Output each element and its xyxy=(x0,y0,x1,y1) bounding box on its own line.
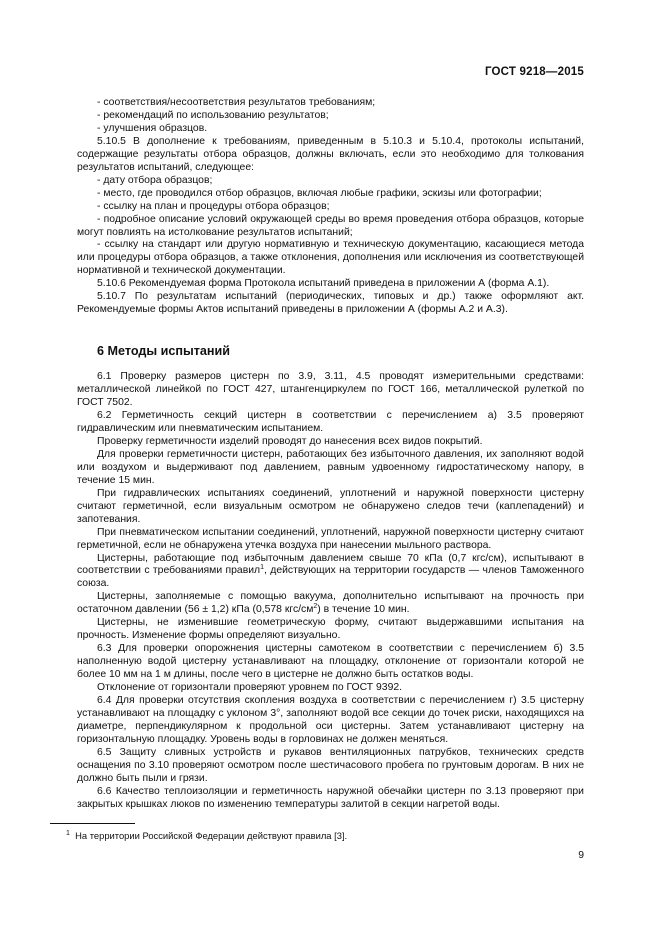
superscript: 2 xyxy=(313,603,318,611)
paragraph-pressure xyxy=(77,553,584,592)
paragraph-6-5: 6.5 Защиту сливных устройств и рукавов вентиляционных патрубков, технических средств оснащения по 3.10 проверяют осмотром после шестичасового пробега по грунтовым дорогам. В них не должно быть пыли и грязи. xyxy=(77,746,584,784)
footnote-text: На территории Российской Федерации действуют правила [3]. xyxy=(75,830,348,841)
paragraph-vacuum xyxy=(77,591,584,617)
list-item: - соответствия/несоответствия результатов требованиям; xyxy=(97,97,376,108)
footnote xyxy=(66,830,576,842)
paragraph-5-10-6: 5.10.6 Рекомендуемая форма Протокола испытаний приведена в приложении А (форма А.1). xyxy=(97,278,550,290)
list-item: - рекомендаций по использованию результатов; xyxy=(97,109,329,121)
paragraph-text: Цистерны, заполняемые с помощью вакуума, дополнительно испытывают на прочность при остаточном давлении (56 ± 1,2) кПа (0,578 кгс/см xyxy=(77,591,584,616)
paragraph-text: Цистерны, работающие под избыточным давлением свыше 70 кПа (0,7 кгс/см), испытывают в соответствии с требованиями правил xyxy=(77,552,584,577)
list-item: - ссылку на план и процедуры отбора образцов; xyxy=(97,200,330,212)
document-body xyxy=(77,97,584,812)
list-item: - ссылку на стандарт или другую нормативную и техническую документацию, касающиеся метода или процедуры отбора образцов, а также отклонения, дополнения или исключения из соответствующей нормативной и технической документации. xyxy=(77,239,584,277)
paragraph-6-2: 6.2 Герметичность секций цистерн в соответствии с перечислением а) 3.5 проверяют гидравлическим или пневматическим испытанием. xyxy=(77,410,584,434)
paragraph-6-6: 6.6 Качество теплоизоляции и герметичность наружной обечайки цистерн по 3.13 проверяют при закрытых крышках люков по изменению температуры залитой в секции нагретой воды. xyxy=(77,785,584,810)
paragraph: Отклонение от горизонтали проверяют уровнем по ГОСТ 9392. xyxy=(97,682,403,694)
paragraph-6-4: 6.4 Для проверки отсутствия скопления воздуха в соответствии с перечислением г) 3.5 цистерну устанавливают на площадку с уклоном 3°, заполняют водой все секции до точек риски, находящихся на диаметре, перпендикулярном к продольной оси цистерны. Затем устанавливают цистерну на горизонтальную площадку. Уровень воды в горловинах не должен меняться. xyxy=(77,694,584,745)
paragraph: Проверку герметичности изделий проводят до нанесения всех видов покрытий. xyxy=(97,435,483,447)
page-number: 9 xyxy=(578,850,584,861)
paragraph-6-3: 6.3 Для проверки опорожнения цистерны самотеком в соответствии с перечислением б) 3.5 наполненную водой цистерну устанавливают на площадку, отклонение от горизонтали которой не более 10 мм на 1 м длины, после чего в цистерне не должно быть остатков воды. xyxy=(77,643,584,681)
paragraph-text: ) в течение 10 мин. xyxy=(317,604,410,616)
section-title: 6 Методы испытаний xyxy=(97,344,230,359)
list-item: - подробное описание условий окружающей среды во время проведения отбора образцов, которые могут повлиять на истолкование результатов испытаний; xyxy=(77,213,584,238)
document-header: ГОСТ 9218—2015 xyxy=(484,66,584,78)
paragraph: Для проверки герметичности цистерн, работающих без избыточного давления, их заполняют водой или воздухом и выдерживают под давлением, равным удвоенному гидростатическому напору, в течение 15 мин. xyxy=(77,448,584,486)
footnote-divider xyxy=(50,823,135,824)
list-item: - место, где проводился отбор образцов, включая любые графики, эскизы или фотографии; xyxy=(97,187,542,199)
list-item: - дату отбора образцов; xyxy=(97,174,213,186)
paragraph-5-10-7: 5.10.7 По результатам испытаний (периодических, типовых и др.) также оформляют акт. Рекомендуемые формы Актов испытаний приведены в приложении А (формы А.2 и А.3). xyxy=(77,291,584,316)
paragraph: Цистерны, не изменившие геометрическую форму, считают выдержавшими испытания на прочность. Изменение формы определяют визуально. xyxy=(77,617,584,642)
paragraph: При пневматическом испытании соединений, уплотнений, наружной поверхности цистерну считают герметичной, если не обнаружена утечка воздуха при нанесении мыльного раствора. xyxy=(77,526,584,551)
paragraph-5-10-5: 5.10.5 В дополнение к требованиям, приведенным в 5.10.3 и 5.10.4, протоколы испытаний, содержащие результаты отбора образцов, должны включать, если это необходимо для толкования результатов испытаний, следующее: xyxy=(77,135,584,173)
paragraph: При гидравлических испытаниях соединений, уплотнений и наружной поверхности цистерну считают герметичной, если визуальным осмотром не обнаружено следов течи (каплепадений) и запотевания. xyxy=(77,487,584,525)
paragraph-text: , действующих на территории государств — членов Таможенного союза. xyxy=(77,565,584,590)
footnote-mark: 1 xyxy=(66,830,70,837)
list-item: - улучшения образцов. xyxy=(97,122,208,134)
paragraph-6-1: 6.1 Проверку размеров цистерн по 3.9, 3.11, 4.5 проводят измерительными средствами: металлической линейкой по ГОСТ 427, штангенциркулем по ГОСТ 166, металлической рулеткой по ГОСТ 7502. xyxy=(77,371,584,409)
footnote-ref: 1 xyxy=(260,564,264,572)
